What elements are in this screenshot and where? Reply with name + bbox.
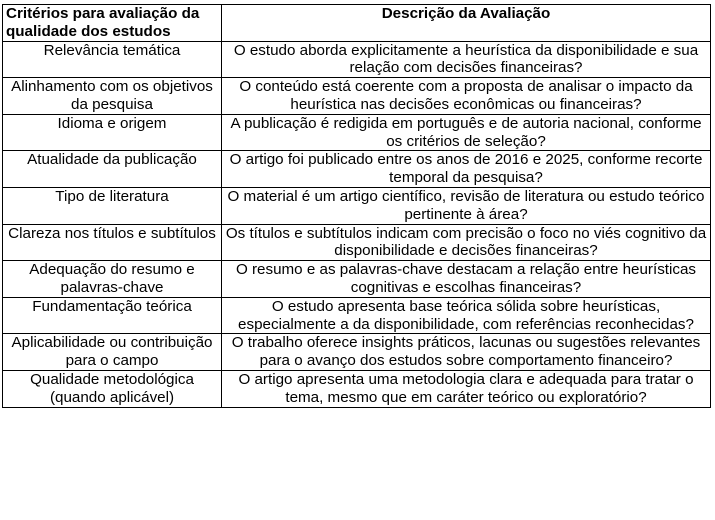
table-row bbox=[3, 370, 711, 407]
header-description: Descrição da Avaliação bbox=[222, 5, 711, 42]
table-row bbox=[3, 224, 711, 261]
table-row bbox=[3, 334, 711, 371]
description-cell: O resumo e as palavras-chave destacam a relação entre heurísticas cognitivas e escolhas financeiras? bbox=[222, 261, 711, 298]
description-cell: O conteúdo está coerente com a proposta de analisar o impacto da heurística nas decisões econômicas ou financeiras? bbox=[222, 78, 711, 115]
criterion-cell: Fundamentação teórica bbox=[3, 297, 222, 334]
table-header-row bbox=[3, 5, 711, 42]
description-cell: A publicação é redigida em português e de autoria nacional, conforme os critérios de seleção? bbox=[222, 114, 711, 151]
criterion-cell: Atualidade da publicação bbox=[3, 151, 222, 188]
description-cell: O artigo apresenta uma metodologia clara e adequada para tratar o tema, mesmo que em caráter teórico ou exploratório? bbox=[222, 370, 711, 407]
criteria-table bbox=[2, 4, 711, 408]
table-row bbox=[3, 41, 711, 78]
criterion-cell: Clareza nos títulos e subtítulos bbox=[3, 224, 222, 261]
description-cell: O estudo apresenta base teórica sólida sobre heurísticas, especialmente a da disponibilidade, com referências reconhecidas? bbox=[222, 297, 711, 334]
header-criteria: Critérios para avaliação da qualidade dos estudos bbox=[3, 5, 222, 42]
description-cell: O material é um artigo científico, revisão de literatura ou estudo teórico pertinente à área? bbox=[222, 187, 711, 224]
criterion-cell: Adequação do resumo e palavras-chave bbox=[3, 261, 222, 298]
criterion-cell: Alinhamento com os objetivos da pesquisa bbox=[3, 78, 222, 115]
criterion-cell: Relevância temática bbox=[3, 41, 222, 78]
table-row bbox=[3, 78, 711, 115]
description-cell: O artigo foi publicado entre os anos de 2016 e 2025, conforme recorte temporal da pesquisa? bbox=[222, 151, 711, 188]
table-row bbox=[3, 114, 711, 151]
table-row bbox=[3, 187, 711, 224]
table-row bbox=[3, 151, 711, 188]
description-cell: O trabalho oferece insights práticos, lacunas ou sugestões relevantes para o avanço dos estudos sobre comportamento financeiro? bbox=[222, 334, 711, 371]
criterion-cell: Qualidade metodológica (quando aplicável) bbox=[3, 370, 222, 407]
description-cell: O estudo aborda explicitamente a heurística da disponibilidade e sua relação com decisões financeiras? bbox=[222, 41, 711, 78]
table-row bbox=[3, 261, 711, 298]
table-row bbox=[3, 297, 711, 334]
criterion-cell: Tipo de literatura bbox=[3, 187, 222, 224]
criterion-cell: Idioma e origem bbox=[3, 114, 222, 151]
description-cell: Os títulos e subtítulos indicam com precisão o foco no viés cognitivo da disponibilidade e decisões financeiras? bbox=[222, 224, 711, 261]
criterion-cell: Aplicabilidade ou contribuição para o campo bbox=[3, 334, 222, 371]
